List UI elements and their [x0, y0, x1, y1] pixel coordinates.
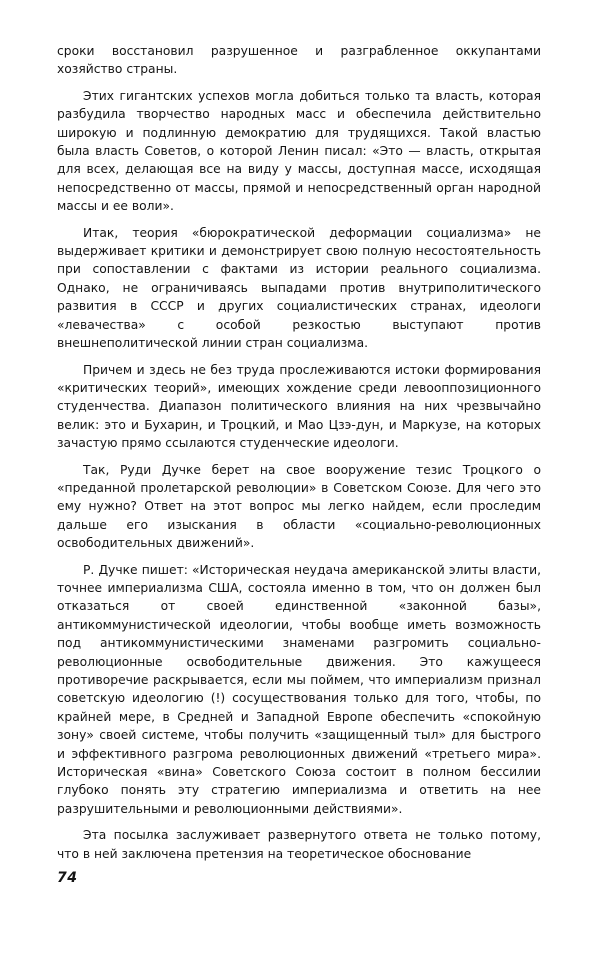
page-number: 74 — [57, 870, 78, 886]
paragraph-bureaucratic-deformation: Итак, теория «бюрократической деформации социализма» не выдерживает критики и демонстрирует свою полную несостоятельность при сопоставлении с фактами из истории реального социализма. Однако, не ограничиваясь выпадами против внутриполитического развития в СССР и других социалистических странах, идеологи «левачества» с особой резкостью выступают против внешнеполитической линии стран социализма. — [57, 225, 541, 351]
paragraph-conclusion-start: Эта посылка заслуживает развернутого ответа не только потому, что в ней заключена претензия на теоретическое обоснование — [57, 828, 541, 861]
paragraph-continuation: сроки восстановил разрушенное и разграбленное оккупантами хозяйство страны. — [57, 44, 541, 77]
page-body-text — [57, 42, 541, 871]
paragraph-dutschke-quote: Р. Дучке пишет: «Историческая неудача американской элиты власти, точнее империализма США, состояла именно в том, что он должен был отказаться от своей единственной «законной базы», антикоммунистической идеологии, чтобы вообще иметь возможность под антикоммунистическими знаменами разгромить социально-революционные освободительные движения. Это кажущееся противоречие раскрывается, если мы поймем, что империализм признал советскую идеологию (!) сосуществования только для того, чтобы, по крайней мере, в Средней и Западной Европе обеспечить «спокойную зону» своей системе, чтобы получить «защищенный тыл» для быстрого и эффективного разгрома революционных движений «третьего мира». Историческая «вина» Советского Союза состоит в полном бессилии глубоко понять эту стратегию империализма и ответить на нее разрушительными и революционными действиями». — [57, 562, 541, 816]
paragraph-soviet-power: Этих гигантских успехов могла добиться только та власть, которая разбудила творчество народных масс и обеспечила действительно широкую и подлинную демократию для трудящихся. Такой властью была власть Советов, о которой Ленин писал: «Это — власть, открытая для всех, делающая все на виду у массы, доступная массе, исходящая непосредственно от массы, прямой и непосредственный орган народной массы и ее воли». — [57, 88, 541, 214]
paragraph-critical-theories: Причем и здесь не без труда прослеживаются истоки формирования «критических теорий», имеющих хождение среди левооппозиционного студенчества. Диапазон политического влияния на них чрезвычайно велик: это и Бухарин, и Троцкий, и Мао Цзэ-дун, и Маркузе, на которых зачастую прямо ссылаются студенческие идеологи. — [57, 362, 541, 451]
paragraph-dutschke-trotsky: Так, Руди Дучке берет на свое вооружение тезис Троцкого о «преданной пролетарской революции» в Советском Союзе. Для чего это ему нужно? Ответ на этот вопрос мы легко найдем, если проследим дальше его изыскания в области «социально-революционных освободительных движений». — [57, 462, 541, 551]
